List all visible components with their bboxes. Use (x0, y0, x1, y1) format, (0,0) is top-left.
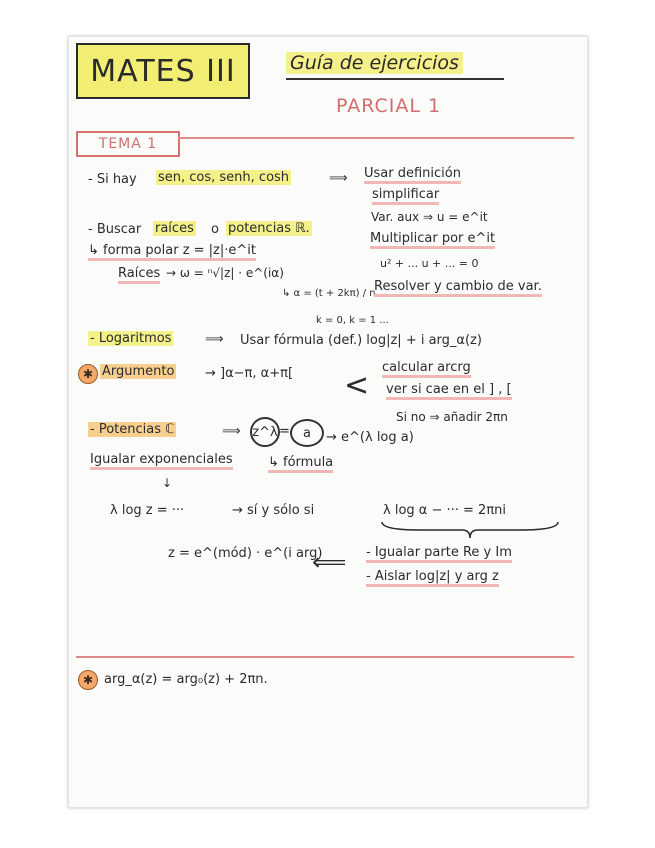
bubble-a: a (290, 419, 324, 447)
note-iff: → sí y sólo si (232, 503, 315, 518)
note-roots-formula: → ω = ⁿ√|z| · e^(iα) (166, 266, 284, 280)
note-powers-highlight: potencias ℝ. (228, 221, 310, 236)
note-polar-form: ↳ forma polar z = |z|·e^it (88, 243, 256, 261)
note-complex-powers: - Potencias ℂ (90, 422, 175, 437)
note-aux-variable: Var. aux ⇒ u = e^it (371, 210, 488, 224)
note-exp-mod-arg: z = e^(mód) · e^(i arg) (168, 546, 323, 561)
note-simplify: simplificar (372, 187, 439, 205)
exam-label: PARCIAL 1 (336, 95, 442, 117)
note-lambda-log: λ log z = ··· (110, 503, 185, 518)
note-logarithms: - Logaritmos (90, 331, 172, 346)
note-equal-re-im: - Igualar parte Re y Im (366, 545, 512, 563)
note-line-7-equals: = (279, 424, 290, 439)
note-alpha-formula: ↳ α = (t + 2kπ) / n (282, 288, 376, 299)
note-add-2pi-n: Si no ⇒ añadir 2πn (396, 410, 508, 424)
less-than-brace-icon: < (344, 368, 370, 403)
note-line-1-prefix: - Si hay (88, 172, 137, 187)
note-down-arrow: ↓ (162, 476, 173, 490)
topic-label: TEMA 1 (76, 131, 180, 157)
topic-rule (178, 137, 574, 139)
note-calc-arg: calcular arcrg (382, 360, 471, 378)
note-line-5-arrow: ⟹ (205, 332, 224, 347)
note-definition: Usar definición (364, 166, 461, 184)
note-isolate-log: - Aislar log|z| y arg z (366, 569, 499, 587)
note-quadratic: u² + ... u + ... = 0 (380, 257, 479, 270)
asterisk-icon: ✱ (78, 670, 98, 690)
note-exp-log: → e^(λ log a) (326, 430, 414, 445)
note-change-variable: Resolver y cambio de var. (374, 279, 542, 297)
note-roots-highlight: raíces (155, 221, 194, 236)
note-line-2-prefix: - Buscar (88, 222, 142, 237)
bubble-z-lambda: z^λ (250, 417, 280, 447)
note-arg-formula: arg_α(z) = arg₀(z) + 2πn. (104, 672, 268, 687)
asterisk-icon: ✱ (78, 364, 98, 384)
guide-underline (286, 78, 504, 80)
note-interval: → ]α−π, α+π[ (205, 366, 294, 381)
note-formula: ↳ fórmula (268, 455, 333, 473)
guide-title: Guía de ejercicios (286, 52, 463, 74)
note-line-1-arrow: ⟹ (329, 171, 348, 186)
section-divider (76, 656, 574, 658)
note-check-interval: ver si cae en el ] , [ (386, 382, 512, 400)
note-equal-exponentials: Igualar exponenciales (90, 452, 233, 470)
note-2pi-ni: λ log α − ··· = 2πni (383, 503, 507, 518)
double-left-arrow-icon: ⟸ (312, 548, 347, 576)
curly-brace-icon (380, 520, 560, 542)
note-line-7-arrow: ⟹ (222, 424, 241, 439)
course-title: MATES III (76, 43, 250, 99)
note-line-2-or: o (211, 222, 219, 237)
note-roots-label: Raíces (118, 266, 160, 284)
note-log-formula: Usar fórmula (def.) log|z| + i arg_α(z) (240, 333, 482, 348)
note-multiply: Multiplicar por e^it (370, 231, 495, 249)
note-k-values: k = 0, k = 1 ... (316, 315, 389, 326)
note-line-1-functions: sen, cos, senh, cosh (158, 170, 290, 185)
note-argument: Argumento (102, 364, 175, 379)
